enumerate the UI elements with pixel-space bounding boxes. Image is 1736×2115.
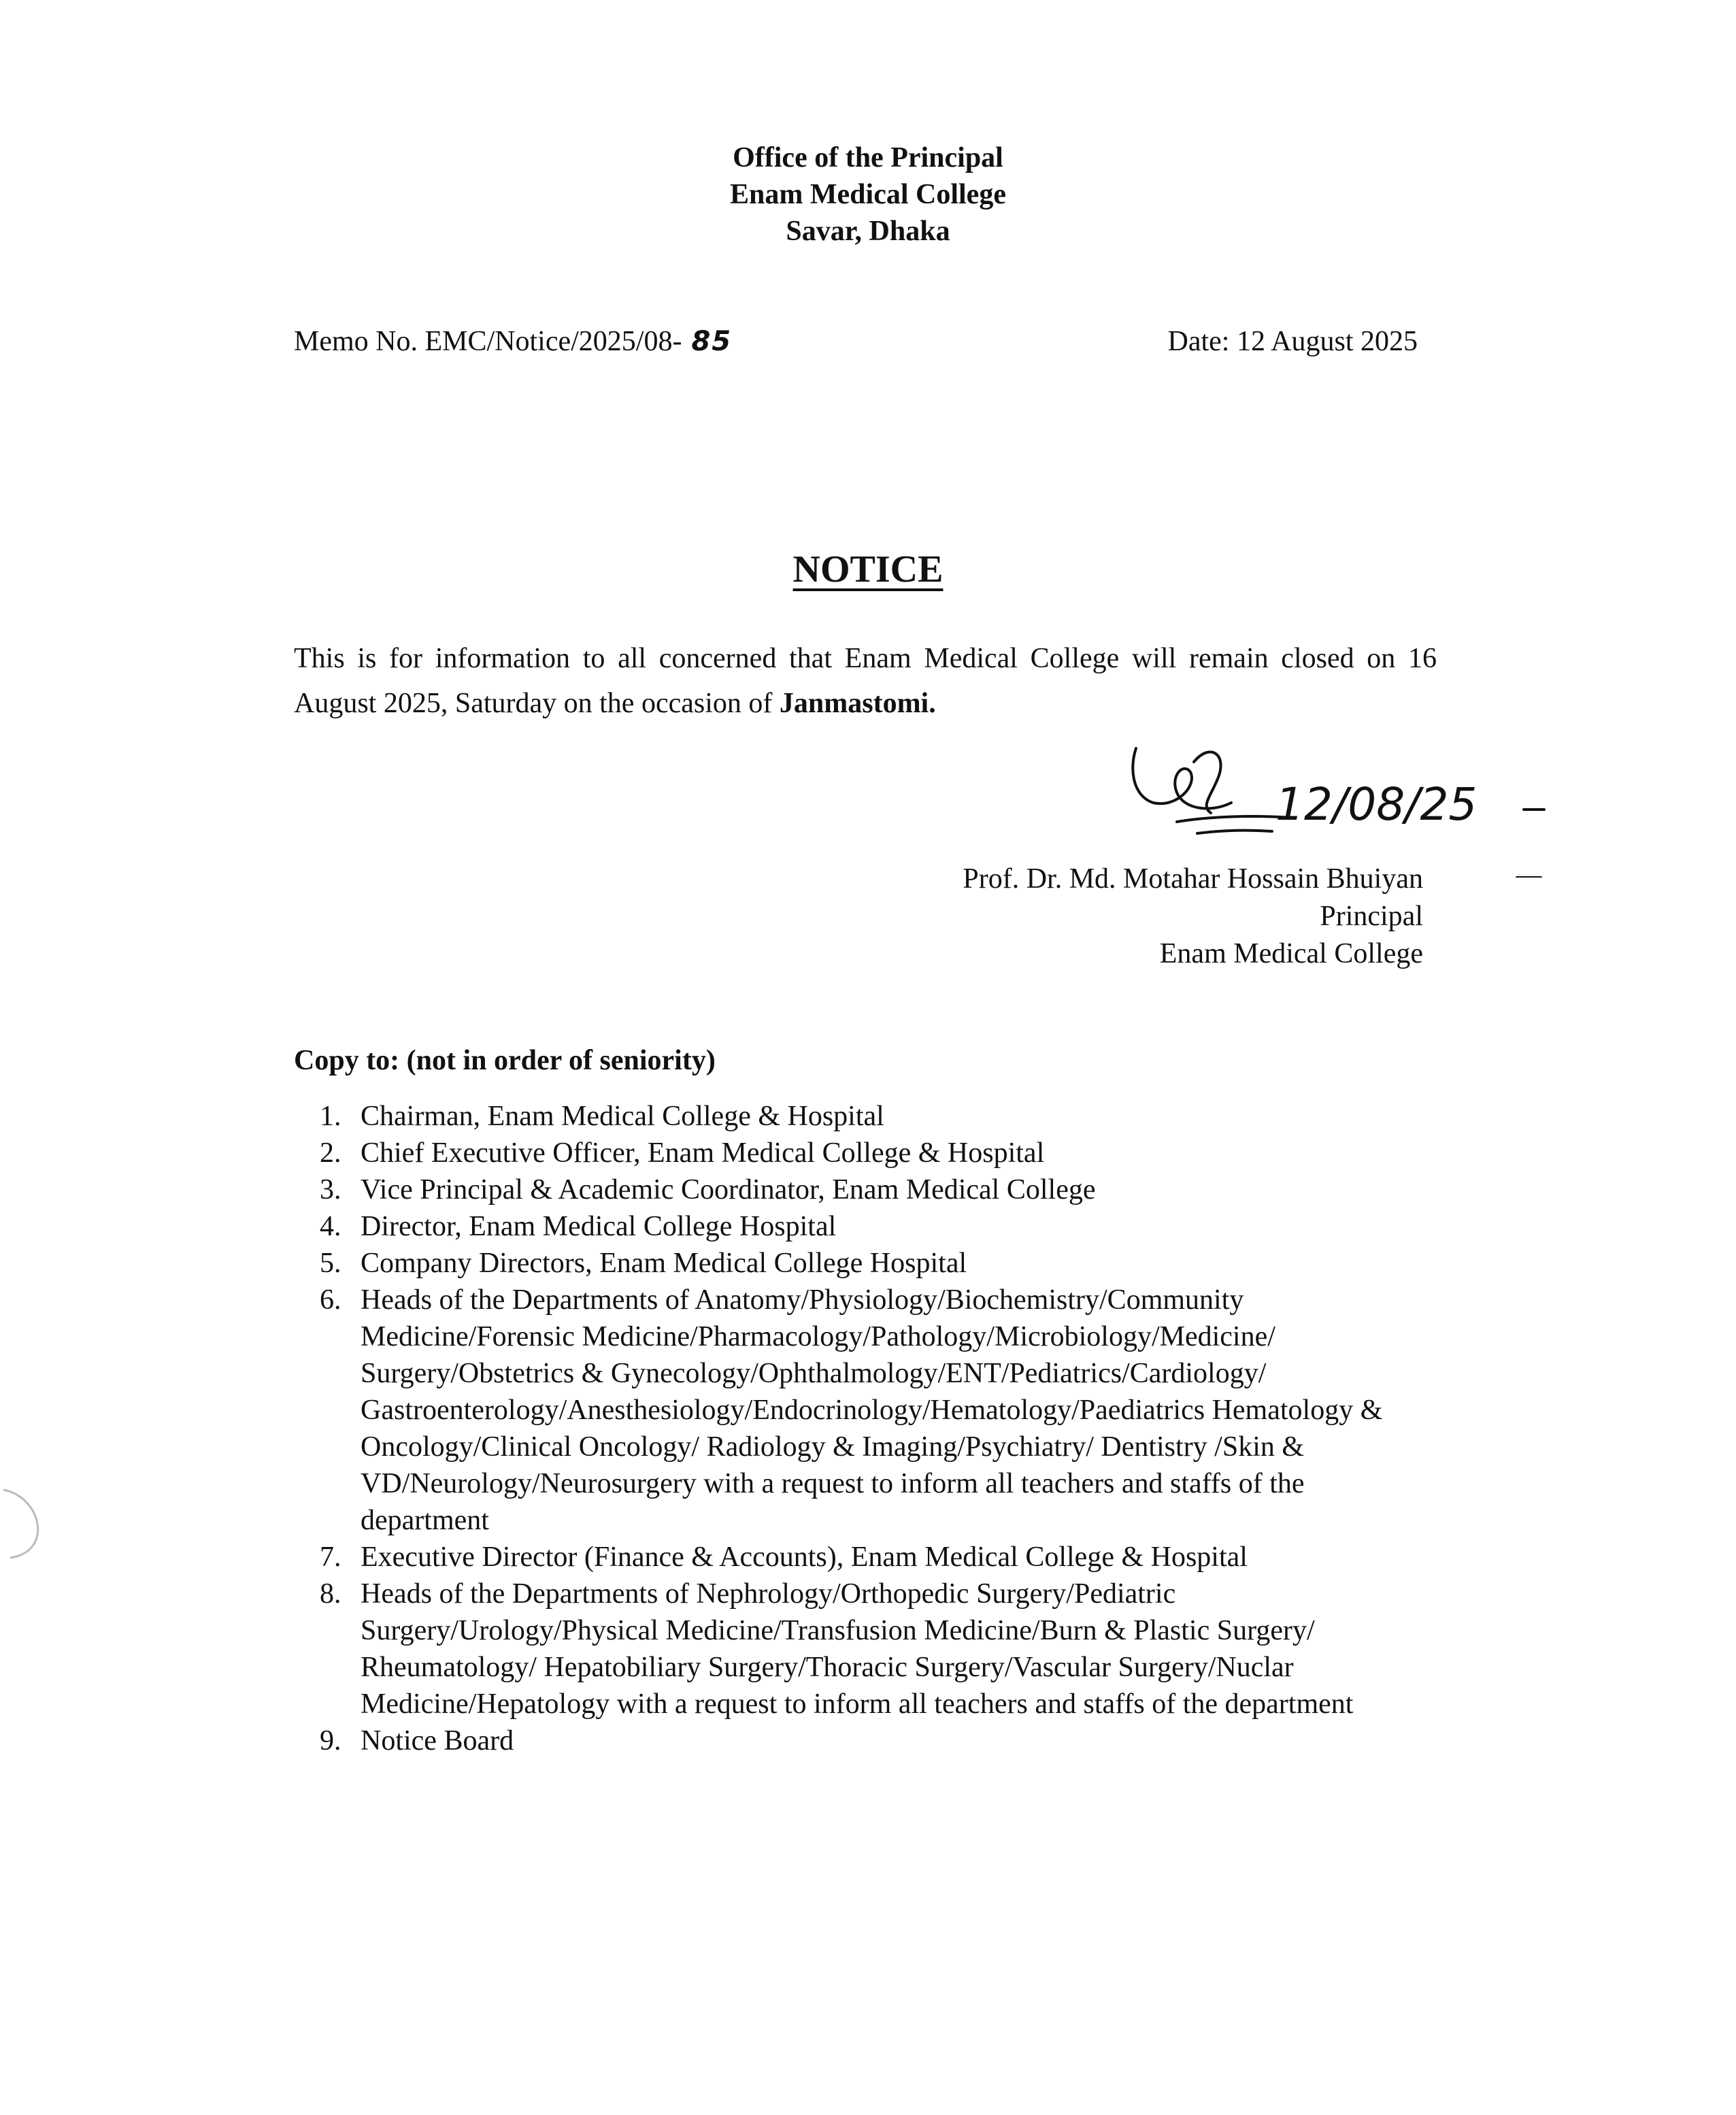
- list-item-text: Executive Director (Finance & Accounts), Enam Medical College & Hospital: [361, 1542, 1248, 1573]
- memo-handwritten-number: 85: [691, 326, 733, 357]
- list-item-text: Heads of the Departments of Nephrology/Orthopedic Surgery/Pediatric Surgery/Urology/Physical Medicine/Transfusion Medicine/Burn & Plastic Surgery/ Rheumatology/ Hepatobiliary Surgery/Thoracic Surgery/Vascular Surgery/Nuclar Medicine/Hepatology with a request to inform all teachers and staffs of the department: [361, 1578, 1354, 1720]
- list-item-text: Chairman, Enam Medical College & Hospital: [361, 1101, 884, 1132]
- memo-number: [294, 325, 732, 358]
- list-item: [294, 1282, 1409, 1539]
- notice-body: [294, 636, 1437, 726]
- signatory-designation: Principal: [1320, 901, 1423, 932]
- list-item-text: Vice Principal & Academic Coordinator, Enam Medical College: [361, 1174, 1096, 1205]
- list-item-text: Heads of the Departments of Anatomy/Physiology/Biochemistry/Community Medicine/Forensic Medicine/Pharmacology/Pathology/Microbiology/Medicine/ Surgery/Obstetrics & Gynecology/Ophthalmology/ENT/Pediatrics/Cardiology/ Gastroenterology/Anesthesiology/Endocrinology/Hematology/Paediatrics Hematology & Oncology/Clinical Oncology/ Radiology & Imaging/Psychiatry/ Dentistry /Skin & VD/Neurology/Neurosurgery with a request to inform all teachers and staffs of the department: [361, 1284, 1383, 1536]
- letterhead: [0, 139, 1736, 250]
- signatory-institution: Enam Medical College: [1159, 938, 1423, 969]
- list-item-number-text: 9.: [320, 1725, 341, 1756]
- list-item-number-text: 5.: [320, 1248, 341, 1279]
- list-item: [294, 1245, 1409, 1282]
- list-item: [294, 1098, 1409, 1135]
- college-line: Enam Medical College: [730, 179, 1006, 210]
- notice-occasion: Janmastomi.: [779, 688, 936, 719]
- list-item-number: [294, 1245, 361, 1282]
- office-line: Office of the Principal: [733, 142, 1003, 173]
- list-item-number: [294, 1171, 361, 1208]
- list-item-number: [294, 1282, 361, 1539]
- list-item: [294, 1208, 1409, 1245]
- list-item-number-text: 4.: [320, 1211, 341, 1242]
- signatory-block: [963, 861, 1423, 973]
- list-item-number: [294, 1576, 361, 1722]
- list-item-text: Company Directors, Enam Medical College Hospital: [361, 1248, 967, 1279]
- memo-date: Date: 12 August 2025: [1167, 326, 1418, 357]
- list-item-number-text: 7.: [320, 1542, 341, 1573]
- scan-hole-mark: [0, 1476, 54, 1571]
- list-item-number: [294, 1098, 361, 1135]
- list-item-number-text: 6.: [320, 1284, 341, 1316]
- list-item: [294, 1539, 1409, 1576]
- list-item-number: [294, 1722, 361, 1759]
- list-item: [294, 1135, 1409, 1171]
- copy-to-title: Copy to: (not in order of seniority): [294, 1045, 716, 1076]
- location-line: Savar, Dhaka: [786, 216, 950, 247]
- list-item-number-text: 2.: [320, 1137, 341, 1169]
- signatory-name: Prof. Dr. Md. Motahar Hossain Bhuiyan: [963, 863, 1423, 895]
- copy-to-list: [294, 1098, 1409, 1759]
- list-item-number-text: 1.: [320, 1101, 341, 1132]
- list-item-text: Director, Enam Medical College Hospital: [361, 1211, 837, 1242]
- list-item: [294, 1722, 1409, 1759]
- notice-body-text: This is for information to all concerned that Enam Medical College will remain closed on 16 August 2025, Saturday on the occasion of: [294, 643, 1437, 719]
- memo-prefix: Memo No. EMC/Notice/2025/08-: [294, 326, 682, 357]
- notice-title: NOTICE: [792, 548, 944, 590]
- list-item-number: [294, 1208, 361, 1245]
- list-item-number: [294, 1135, 361, 1171]
- list-item: [294, 1171, 1409, 1208]
- list-item-text: Notice Board: [361, 1725, 514, 1756]
- handwritten-signature: [1116, 721, 1551, 878]
- signature-date: 12/08/25: [1275, 778, 1478, 831]
- list-item-number-text: 3.: [320, 1174, 341, 1205]
- list-item-number: [294, 1539, 361, 1576]
- list-item-number-text: 8.: [320, 1578, 341, 1610]
- list-item: [294, 1576, 1409, 1722]
- list-item-text: Chief Executive Officer, Enam Medical College & Hospital: [361, 1137, 1045, 1169]
